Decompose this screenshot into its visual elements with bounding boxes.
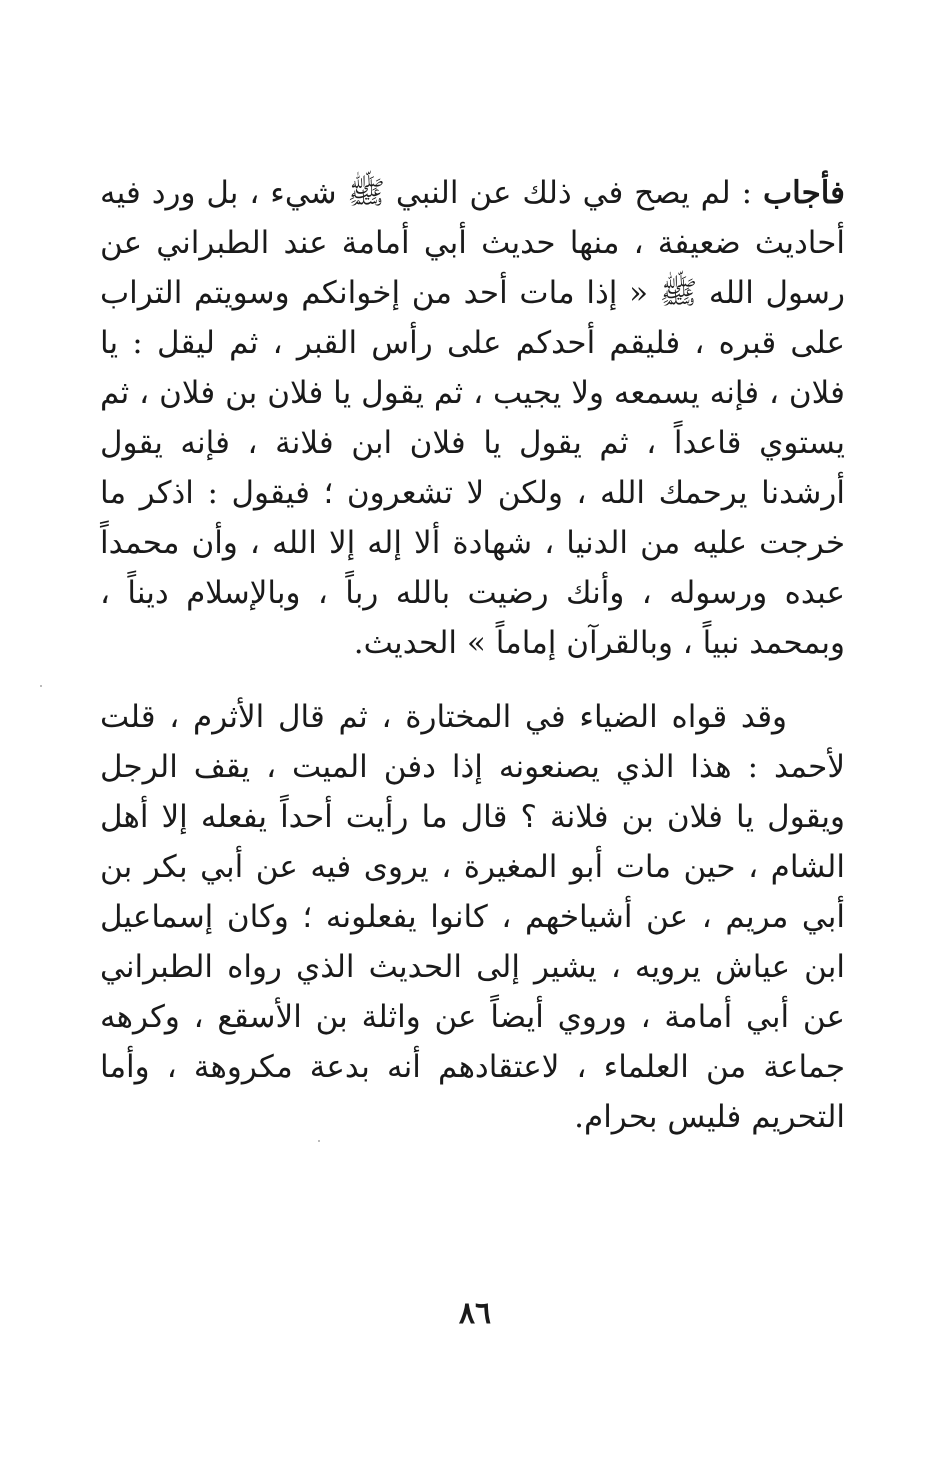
- paragraph-2-text: وقد قواه الضياء في المختارة ، ثم قال الأثرم ، قلت لأحمد : هذا الذي يصنعونه إذا دفن الميت ، يقف الرجل ويقول يا فلان بن فلانة ؟ قال ما رأيت أحداً يفعله إلا أهل الشام ، حين مات أبو المغيرة ، يروى فيه عن أبي بكر بن أبي مريم ، عن أشياخهم ، كانوا يفعلونه ؛ وكان إسماعيل ابن عياش يرويه ، يشير إلى الحديث الذي رواه الطبراني عن أبي أمامة ، وروي أيضاً عن واثلة بن الأسقع ، وكرهه جماعة من العلماء ، لاعتقادهم أنه بدعة مكروهة ، وأما التحريم فليس بحرام.: [100, 699, 845, 1135]
- paragraph-answer: [100, 168, 845, 668]
- page-number: ٨٦: [458, 1296, 492, 1331]
- lead-word: فأجاب: [762, 175, 845, 211]
- paragraph-1-body: : لم يصح في ذلك عن النبي ﷺ شيء ، بل ورد فيه أحاديث ضعيفة ، منها حديث أبي أمامة عند الطبراني عن رسول الله ﷺ « إذا مات أحد من إخوانكم وسويتم التراب على قبره ، فليقم أحدكم على رأس القبر ، ثم ليقل : يا فلان ، فإنه يسمعه ولا يجيب ، ثم يقول يا فلان بن فلان ، ثم يستوي قاعداً ، ثم يقول يا فلان ابن فلانة ، فإنه يقول أرشدنا يرحمك الله ، ولكن لا تشعرون ؛ فيقول : اذكر ما خرجت عليه من الدنيا ، شهادة ألا إله إلا الله ، وأن محمداً عبده ورسوله ، وأنك رضيت بالله رباً ، وبالإسلام ديناً ، وبمحمد نبياً ، وبالقرآن إماماً » الحديث.: [100, 175, 846, 661]
- paragraph-commentary: [100, 692, 845, 1142]
- scan-speck: [318, 1140, 320, 1142]
- scan-speck: [40, 685, 42, 687]
- paragraph-1-text: [100, 168, 845, 668]
